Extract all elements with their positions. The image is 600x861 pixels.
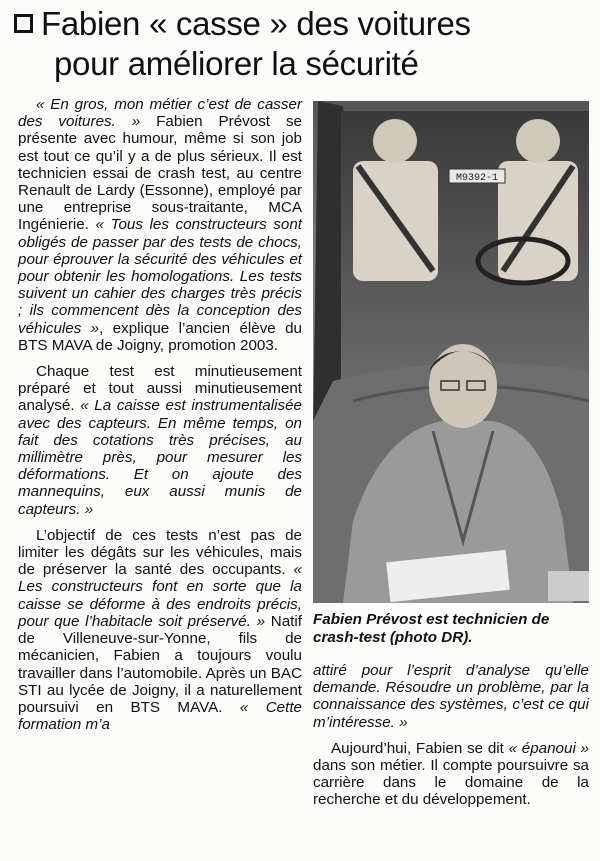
quote-text: « La caisse est instrumentalisée avec des capteurs. En même temps, on fait des cotations très précises, au millimètre près, pour mesurer les déformations. Et on ajoute des mannequins, eux aussi munis de capteurs. »	[18, 397, 302, 518]
body-text: Natif de Villeneuve-sur-Yonne, fils de mécanicien, Fabien a toujours voulu travailler dans l’automobile. Après un BAC STI au lycée de Joigny, il a naturellement poursuivi en BTS MAVA.	[18, 612, 302, 716]
body-text: L’objectif de ces tests n’est pas de limiter les dégâts sur les véhicules, mais de préserver la santé des occupants.	[18, 526, 302, 579]
quote-text: « Cette formation m’a	[18, 698, 302, 734]
photo-illustration	[313, 101, 589, 603]
photo-caption: Fabien Prévost est technicien de crash-test (photo DR).	[313, 611, 550, 646]
body-text: Aujourd’hui, Fabien se dit	[331, 739, 509, 757]
quote-text: « En gros, mon métier c’est de casser des voitures. »	[18, 96, 302, 131]
quote-text: « épanoui »	[508, 739, 589, 757]
article-title	[14, 4, 594, 84]
title-line-1: Fabien « casse » des voitures	[41, 5, 471, 42]
photo-plate-label: M9392-1	[455, 173, 499, 184]
body-text: Fabien Prévost se présente avec humour, même si son job est tout ce qu’il y a de plus sérieux. Il est technicien essai de crash test, au centre Renault de Lardy (Essonne), employé par une entreprise sous-traitante, MCA Ingénierie.	[18, 113, 302, 234]
article-paragraph	[18, 363, 302, 518]
article-column-left	[18, 96, 302, 742]
body-text: Chaque test est minutieusement préparé et tout aussi minutieusement analysé.	[18, 363, 302, 415]
body-text: dans son métier. Il compte poursuivre sa carrière dans le domaine de la recherche et du développement.	[313, 757, 589, 809]
body-text: , explique l’ancien élève du BTS MAVA de Joigny, promotion 2003.	[18, 319, 302, 354]
article-paragraph	[18, 96, 302, 354]
quote-text: « Tous les constructeurs sont obligés de passer par des tests de chocs, pour éprouver la sécurité des véhicules et pour obtenir les homologations. Les tests suivent un cahier des charges très précis ; ils commencent dès la conception des véhicules »	[18, 216, 302, 337]
article-paragraph	[18, 527, 302, 733]
article-column-right	[313, 662, 589, 818]
title-box-icon	[14, 14, 33, 33]
quote-text: « Les constructeurs font en sorte que la caisse se déforme à des endroits précis, pour que l’habitacle soit préservé. »	[18, 561, 302, 630]
article-paragraph	[313, 740, 589, 809]
quote-text: attiré pour l’esprit d’analyse qu’elle demande. Résoudre un problème, par la connaissance des systèmes, c’est ce qui m’intéresse. »	[313, 662, 589, 731]
article-photo	[313, 101, 589, 603]
title-line-2: pour améliorer la sécurité	[54, 45, 419, 82]
article-paragraph	[313, 662, 589, 731]
